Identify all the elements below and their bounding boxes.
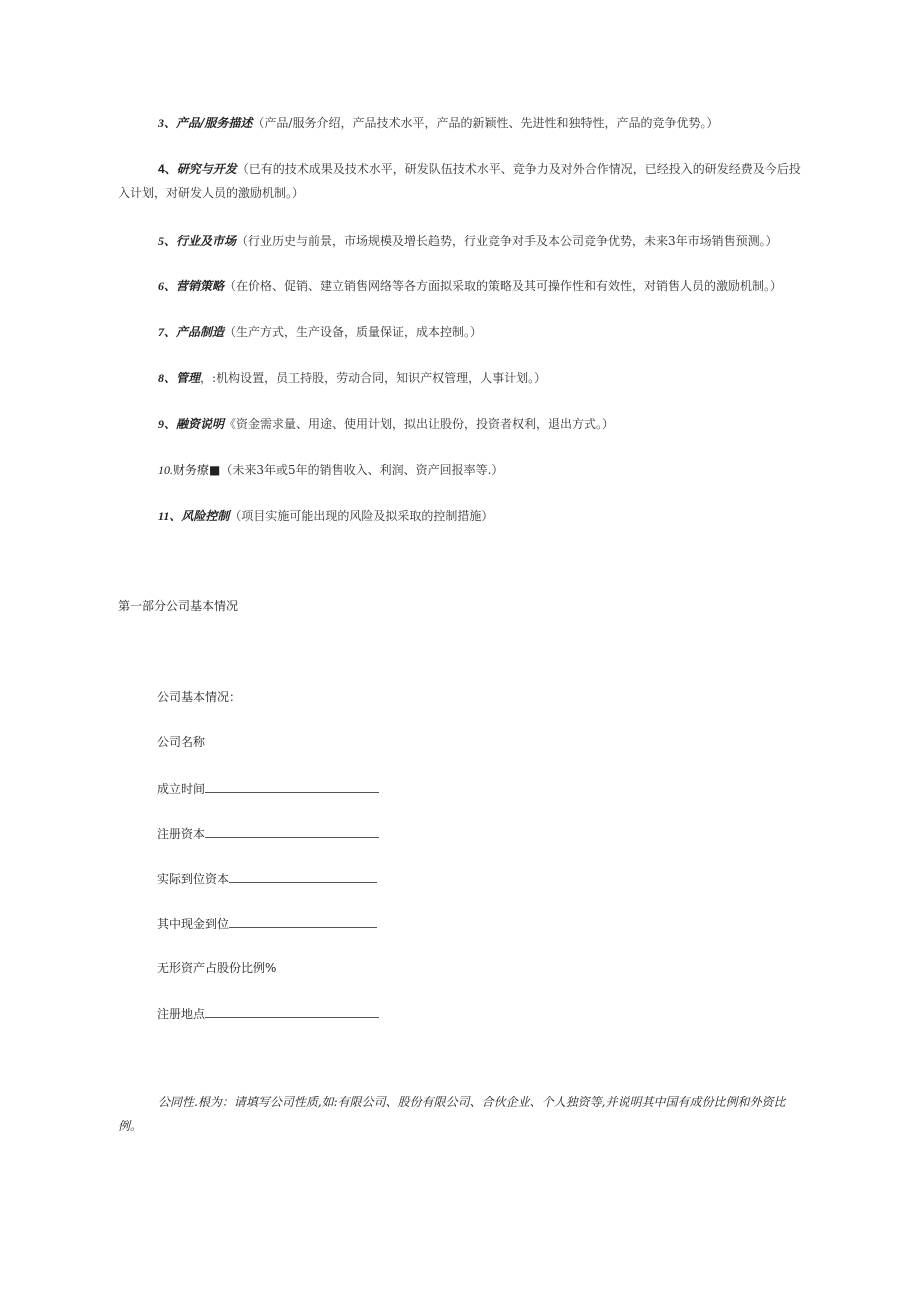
item-title: 研究与开发 xyxy=(176,162,237,176)
list-item-research-development xyxy=(118,157,808,205)
item-number: 8、 xyxy=(158,371,177,385)
item-description: （项目实施可能出现的风险及拟采取的控制措施） xyxy=(229,509,494,523)
field-registered-capital xyxy=(157,823,379,844)
item-description: ，:机构设置，员工持股，劳动合同，知识产权管理，人事计划。） xyxy=(200,371,547,385)
field-founded xyxy=(157,778,379,799)
list-item-marketing-strategy xyxy=(118,274,808,298)
field-header: 公司基本情况： xyxy=(157,690,242,704)
item-number: 10. xyxy=(158,463,173,477)
item-title: 风险控制 xyxy=(181,509,230,523)
section-title: 第一部分公司基本情况 xyxy=(118,599,239,613)
company-nature-note xyxy=(118,1090,808,1138)
field-label: 成立时间 xyxy=(157,782,206,796)
item-number: 3、 xyxy=(158,116,177,130)
list-item-management xyxy=(118,366,808,390)
list-item-risk-control xyxy=(118,504,808,528)
item-number: 9、 xyxy=(158,417,177,431)
item-title: 产品/服务描述 xyxy=(176,116,253,130)
field-cash-paid xyxy=(157,913,377,934)
item-description: 《资金需求量、用途、使用计划，拟出让股份，投资者权利，退出方式。） xyxy=(224,417,615,431)
item-number: 4、 xyxy=(158,162,177,176)
note-text: 公同性.根为：请填写公司性质,如:有限公司、股份有限公司、合伙企业、个人独资等,并说明其中国有成份比例和外资比例。 xyxy=(118,1095,786,1133)
field-paid-in-capital xyxy=(157,868,377,889)
field-company-name xyxy=(157,732,205,752)
item-title: 管理 xyxy=(176,371,201,385)
list-item-product-description xyxy=(118,111,808,135)
field-label: 公司名称 xyxy=(157,735,206,749)
field-label: 无形资产占股份比例% xyxy=(157,961,277,975)
field-intangible-ratio xyxy=(157,958,276,978)
field-label: 实际到位资本 xyxy=(157,872,230,886)
item-title: 财务療■ xyxy=(173,463,221,477)
item-description: （产品/服务介绍，产品技术水平，产品的新颖性、先进性和独特性，产品的竞争优势。） xyxy=(252,116,719,130)
item-number: 7、 xyxy=(158,325,177,339)
registered-address-blank[interactable] xyxy=(205,1003,379,1018)
item-description: （行业历史与前景，市场规模及增长趋势，行业竞争对手及本公司竞争优势，未来3年市场销售预测。） xyxy=(236,234,778,248)
item-number: 11、 xyxy=(158,509,182,523)
list-item-industry-market xyxy=(118,229,808,253)
field-label: 注册地点 xyxy=(157,1007,206,1021)
field-label: 其中现金到位 xyxy=(157,917,230,931)
item-description: （在价格、促销、建立销售网络等各方面拟采取的策略及其可操作性和有效性，对销售人员的激励机制。） xyxy=(224,279,783,293)
item-number: 6、 xyxy=(158,279,177,293)
item-description: （生产方式，生产设备，质量保证，成本控制。） xyxy=(224,325,483,339)
founded-blank[interactable] xyxy=(205,778,379,793)
item-title: 行业及市场 xyxy=(176,234,237,248)
item-title: 营销策略 xyxy=(176,279,225,293)
item-title: 融资说明 xyxy=(176,417,225,431)
list-item-financing xyxy=(118,412,808,436)
list-item-finance xyxy=(118,458,808,482)
cash-paid-blank[interactable] xyxy=(229,913,377,928)
field-registered-address xyxy=(157,1003,379,1024)
field-label: 注册资本 xyxy=(157,827,206,841)
list-item-manufacturing xyxy=(118,320,808,344)
item-title: 产品制造 xyxy=(176,325,225,339)
item-description: （已有的技术成果及技术水平，研发队伍技术水平、竞争力及对外合作情况，已经投入的研发经费及今后投入计划，对研发人员的激励机制。） xyxy=(118,162,801,200)
item-description: （未来3年或5年的销售收入、利润、资产回报率等.） xyxy=(220,463,504,477)
item-number: 5、 xyxy=(158,234,177,248)
paid-in-capital-blank[interactable] xyxy=(229,868,377,883)
registered-capital-blank[interactable] xyxy=(205,823,379,838)
